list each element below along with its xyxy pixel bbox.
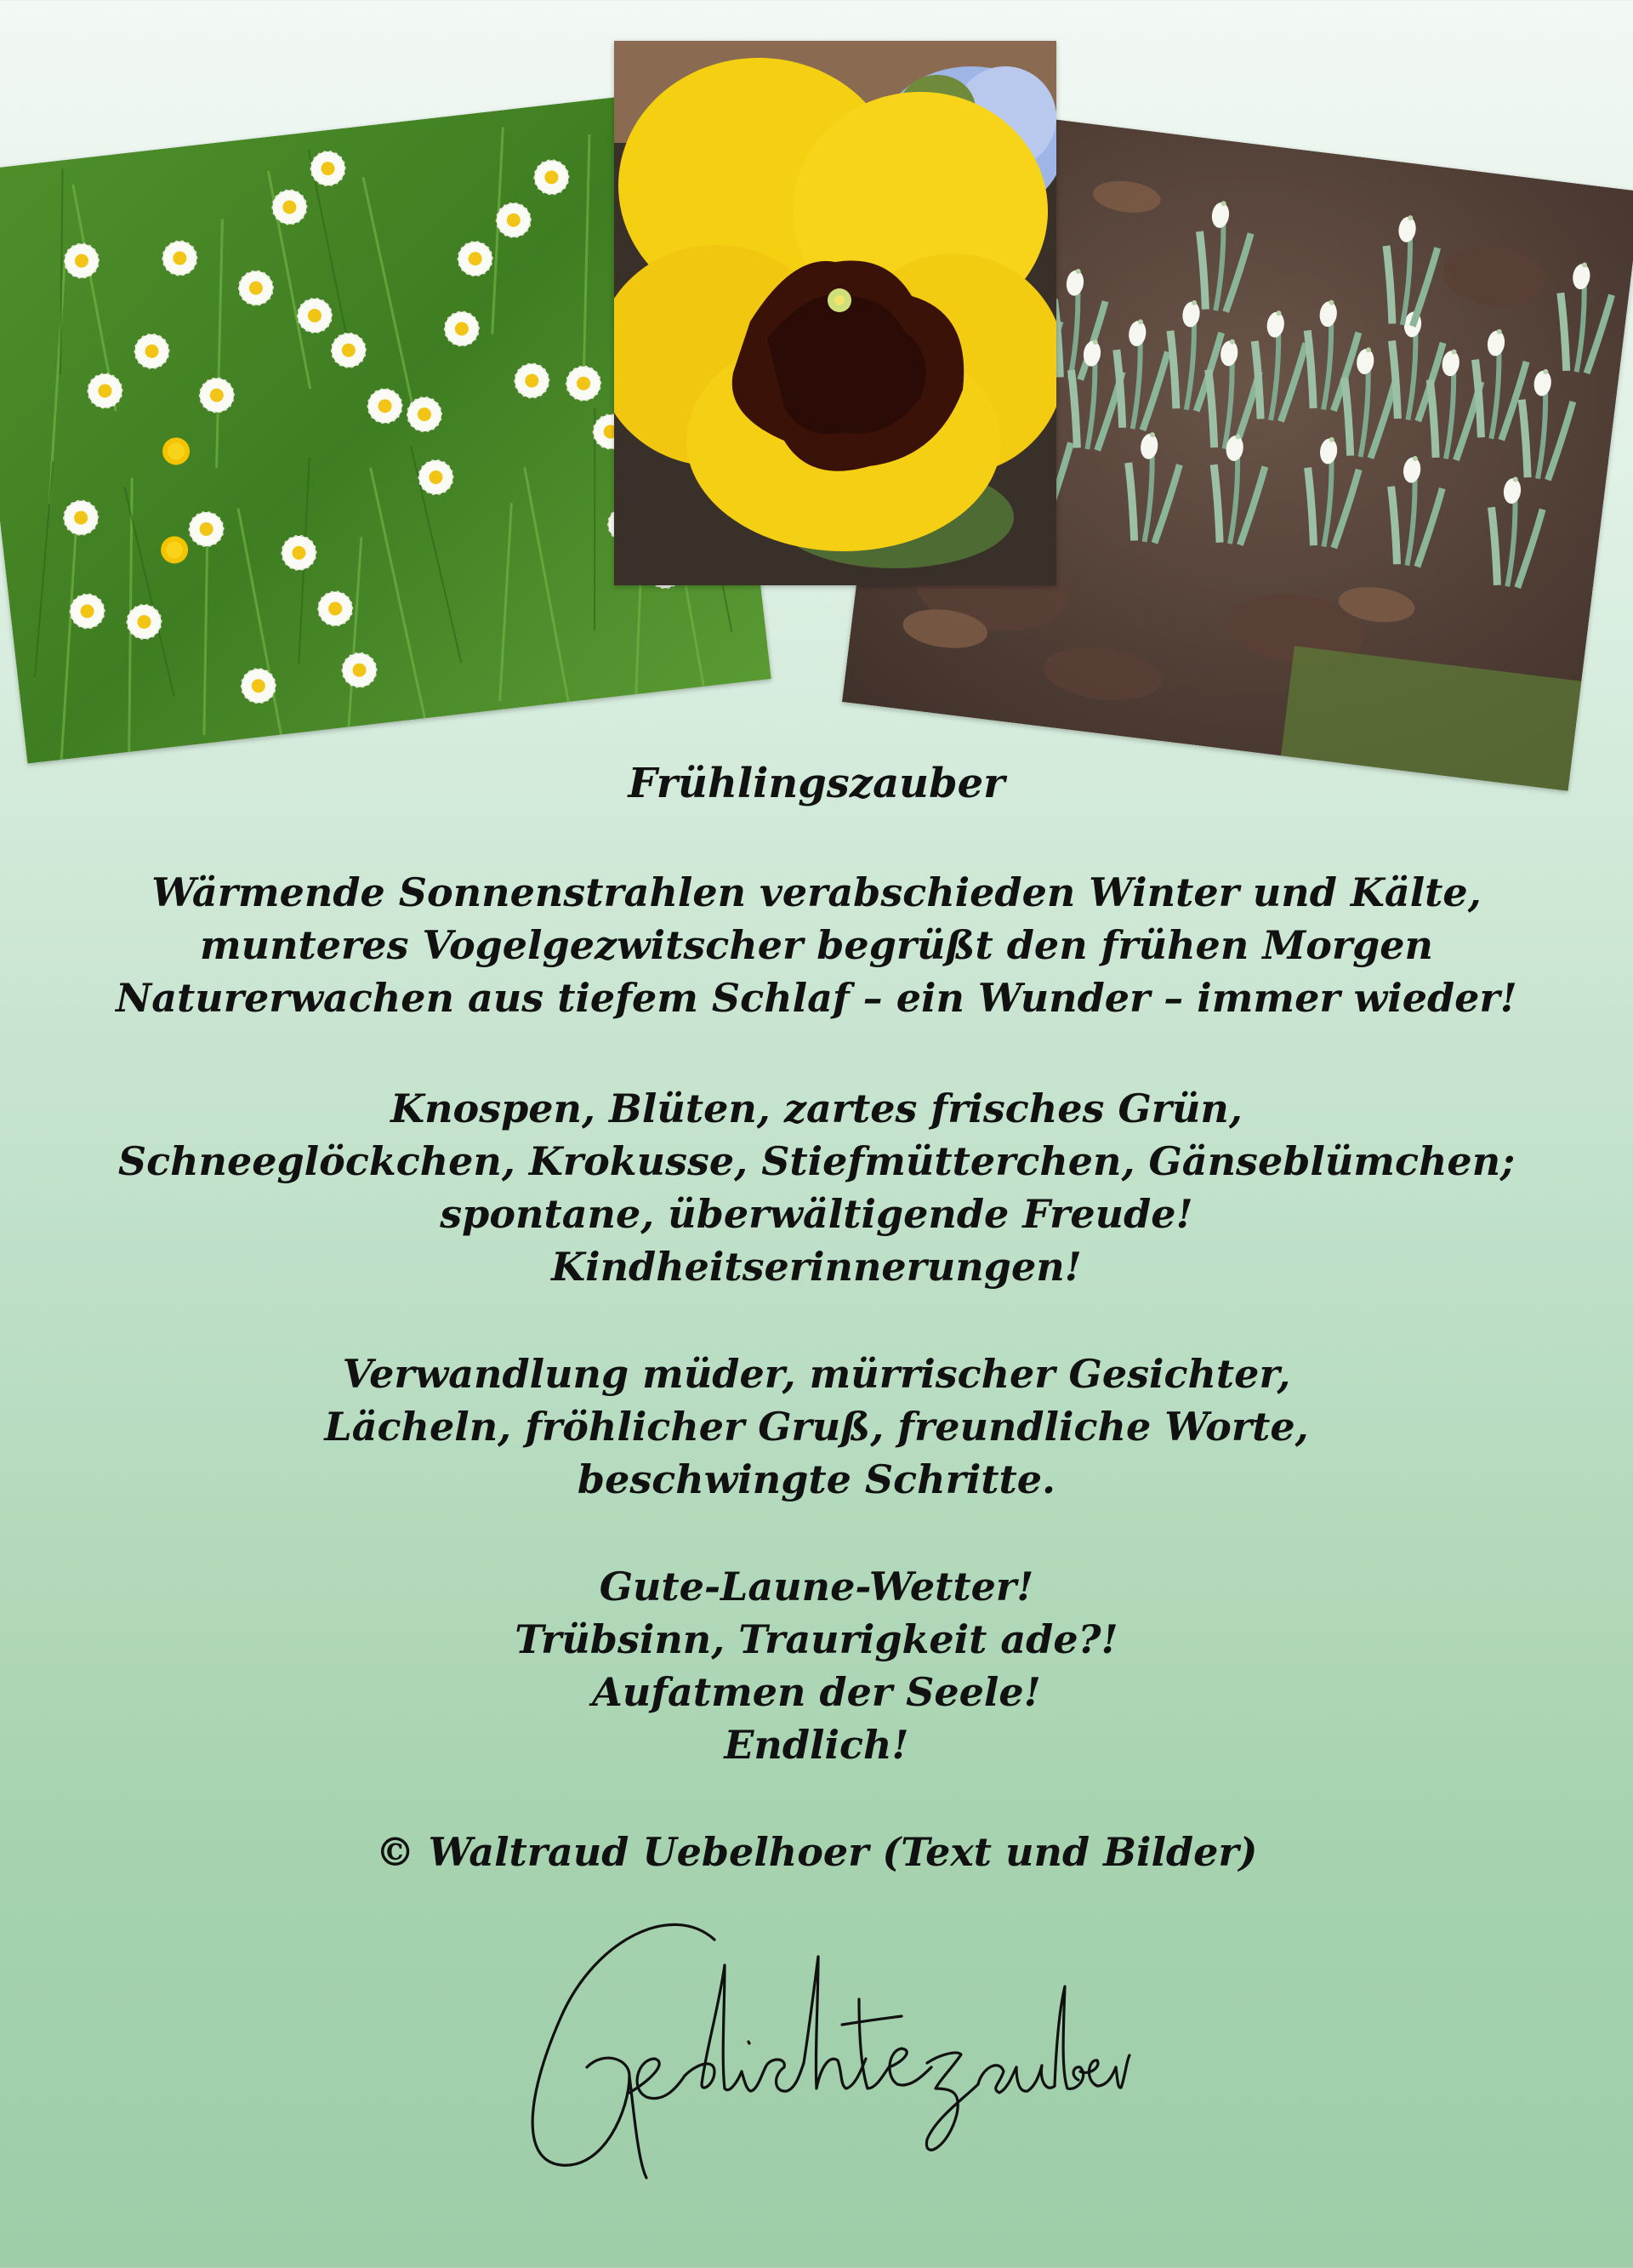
poem-line: Endlich! xyxy=(724,1722,909,1768)
poem-line: Gute-Laune-Wetter! xyxy=(599,1564,1034,1610)
poem-line: munteres Vogelgezwitscher begrüßt den frühen Morgen xyxy=(199,922,1433,968)
pansy-image xyxy=(614,41,1056,585)
signature-logo xyxy=(502,1906,1131,2186)
poem-line: Trübsinn, Traurigkeit ade?! xyxy=(515,1616,1118,1662)
poem-line: beschwingte Schritte. xyxy=(577,1456,1056,1502)
poem-line: Wärmende Sonnenstrahlen verabschieden Winter und Kälte, xyxy=(151,869,1482,915)
poem-title: Frühlingszauber xyxy=(628,760,1005,807)
poem-line: Naturerwachen aus tiefem Schlaf – ein Wunder – immer wieder! xyxy=(116,975,1517,1021)
poem-stanza-4 xyxy=(0,1560,1633,1771)
poem-line: Knospen, Blüten, zartes frisches Grün, xyxy=(390,1086,1243,1131)
poem-line: spontane, überwältigende Freude! xyxy=(440,1191,1193,1237)
poem-stanza-3 xyxy=(0,1348,1633,1506)
poem-line: Schneeglöckchen, Krokusse, Stiefmütterchen, Gänseblümchen; xyxy=(117,1138,1516,1184)
poem-line: Aufatmen der Seele! xyxy=(592,1669,1041,1715)
poem-line: Kindheitserinnerungen! xyxy=(551,1244,1082,1290)
poem-stanza-2 xyxy=(0,1082,1633,1293)
poem-line: Lächeln, fröhlicher Gruß, freundliche Worte, xyxy=(324,1404,1309,1450)
poem-line: Verwandlung müder, mürrischer Gesichter, xyxy=(342,1351,1291,1397)
poem-stanza-1 xyxy=(0,866,1633,1024)
pansy-photo xyxy=(614,41,1056,585)
copyright-notice: © Waltraud Uebelhoer (Text und Bilder) xyxy=(375,1829,1258,1875)
